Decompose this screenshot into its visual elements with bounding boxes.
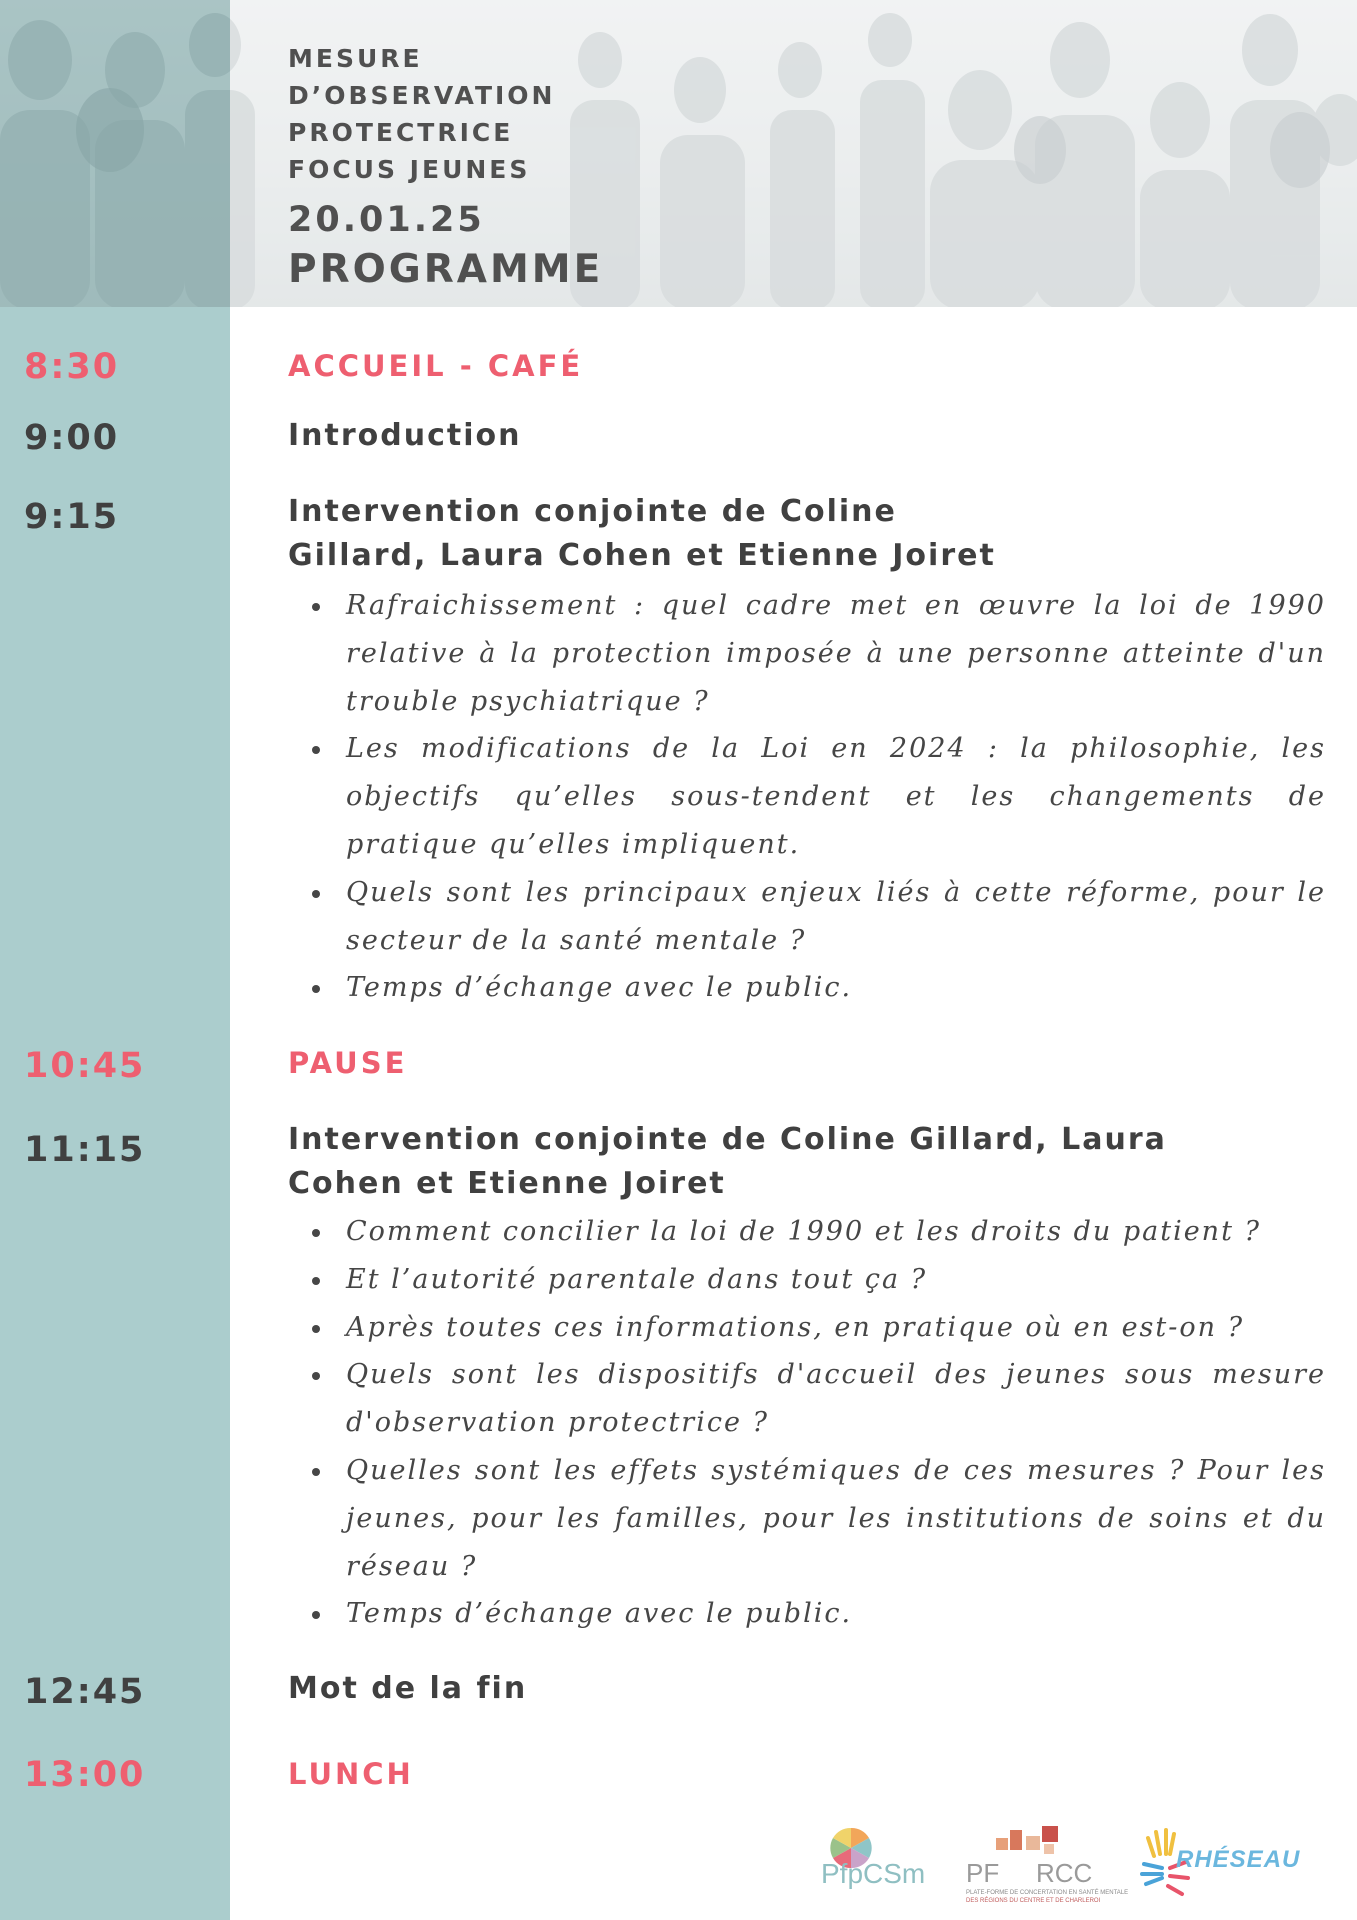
header-photo [0, 0, 1357, 307]
event-title-line: D’OBSERVATION [288, 81, 556, 110]
rheseau-logo-name: RHÉSEAU [1176, 1846, 1301, 1873]
bullet-list-intervention-2 [306, 1208, 1326, 1638]
session-title-welcome: ACCUEIL - CAFÉ [288, 349, 584, 383]
rheseau-logo [1140, 1820, 1305, 1910]
pfpcsm-logo-name: PfpCSm [821, 1858, 926, 1889]
pfrcc-logo-name-left: PF [966, 1858, 1000, 1888]
pfrcc-logo-subtitle: PLATE-FORME DE CONCERTATION EN SANTÉ MENTALE [966, 1890, 1129, 1896]
session-title-intervention-1 [288, 490, 1318, 578]
session-title-line: Intervention conjointe de Coline [288, 494, 897, 529]
session-title-line: Cohen et Etienne Joiret [288, 1166, 726, 1201]
partner-logos [815, 1820, 1335, 1910]
event-title [288, 40, 603, 188]
time-0900: 9:00 [24, 418, 120, 458]
list-item: Les modifications de la Loi en 2024 : la philosophie, les objectifs qu’elles sous-tendent et les changements de pratique qu’elles impliquent. [306, 725, 1326, 868]
list-item: Quels sont les principaux enjeux liés à cette réforme, pour le secteur de la santé mentale ? [306, 869, 1326, 965]
session-title-pause: PAUSE [288, 1046, 408, 1080]
time-1115: 11:15 [24, 1130, 146, 1170]
list-item: Quelles sont les effets systémiques de ces mesures ? Pour les jeunes, pour les familles, pour les institutions de soins et du réseau ? [306, 1447, 1326, 1590]
list-item: Temps d’échange avec le public. [306, 964, 1326, 1012]
squares-logo-icon [996, 1826, 1066, 1860]
time-1300: 13:00 [24, 1755, 146, 1795]
list-item: Comment concilier la loi de 1990 et les droits du patient ? [306, 1208, 1326, 1256]
list-item: Après toutes ces informations, en pratique où en est-on ? [306, 1304, 1326, 1352]
event-title-line: PROTECTRICE [288, 118, 514, 147]
session-title-introduction: Introduction [288, 418, 522, 453]
header-sidebar-tint [0, 0, 230, 307]
session-title-line: Gillard, Laura Cohen et Etienne Joiret [288, 538, 996, 573]
list-item: Et l’autorité parentale dans tout ça ? [306, 1256, 1326, 1304]
time-0915: 9:15 [24, 497, 120, 537]
session-title-lunch: LUNCH [288, 1757, 414, 1791]
pfrcc-logo [960, 1820, 1135, 1910]
program-heading: PROGRAMME [288, 247, 604, 292]
list-item: Temps d’échange avec le public. [306, 1590, 1326, 1638]
time-1045: 10:45 [24, 1046, 146, 1086]
pfrcc-logo-subtitle: DES RÉGIONS DU CENTRE ET DE CHARLEROI [966, 1898, 1101, 1904]
session-title-line: Intervention conjointe de Coline Gillard, Laura [288, 1122, 1167, 1157]
event-title-line: MESURE [288, 44, 423, 73]
pfrcc-logo-name-right: RCC [1036, 1858, 1093, 1888]
bullet-list-intervention-1 [306, 582, 1326, 1012]
pfpcsm-logo [815, 1820, 945, 1910]
time-1245: 12:45 [24, 1672, 146, 1712]
session-title-intervention-2 [288, 1118, 1318, 1206]
header-text [288, 40, 603, 298]
list-item: Rafraichissement : quel cadre met en œuvre la loi de 1990 relative à la protection imposée à une personne atteinte d'un trouble psychiatrique ? [306, 582, 1326, 725]
event-date: 20.01.25 [288, 200, 485, 240]
list-item: Quels sont les dispositifs d'accueil des jeunes sous mesure d'observation protectrice ? [306, 1351, 1326, 1447]
time-0830: 8:30 [24, 347, 120, 387]
session-title-closing: Mot de la fin [288, 1671, 528, 1706]
event-title-line: FOCUS JEUNES [288, 155, 531, 184]
